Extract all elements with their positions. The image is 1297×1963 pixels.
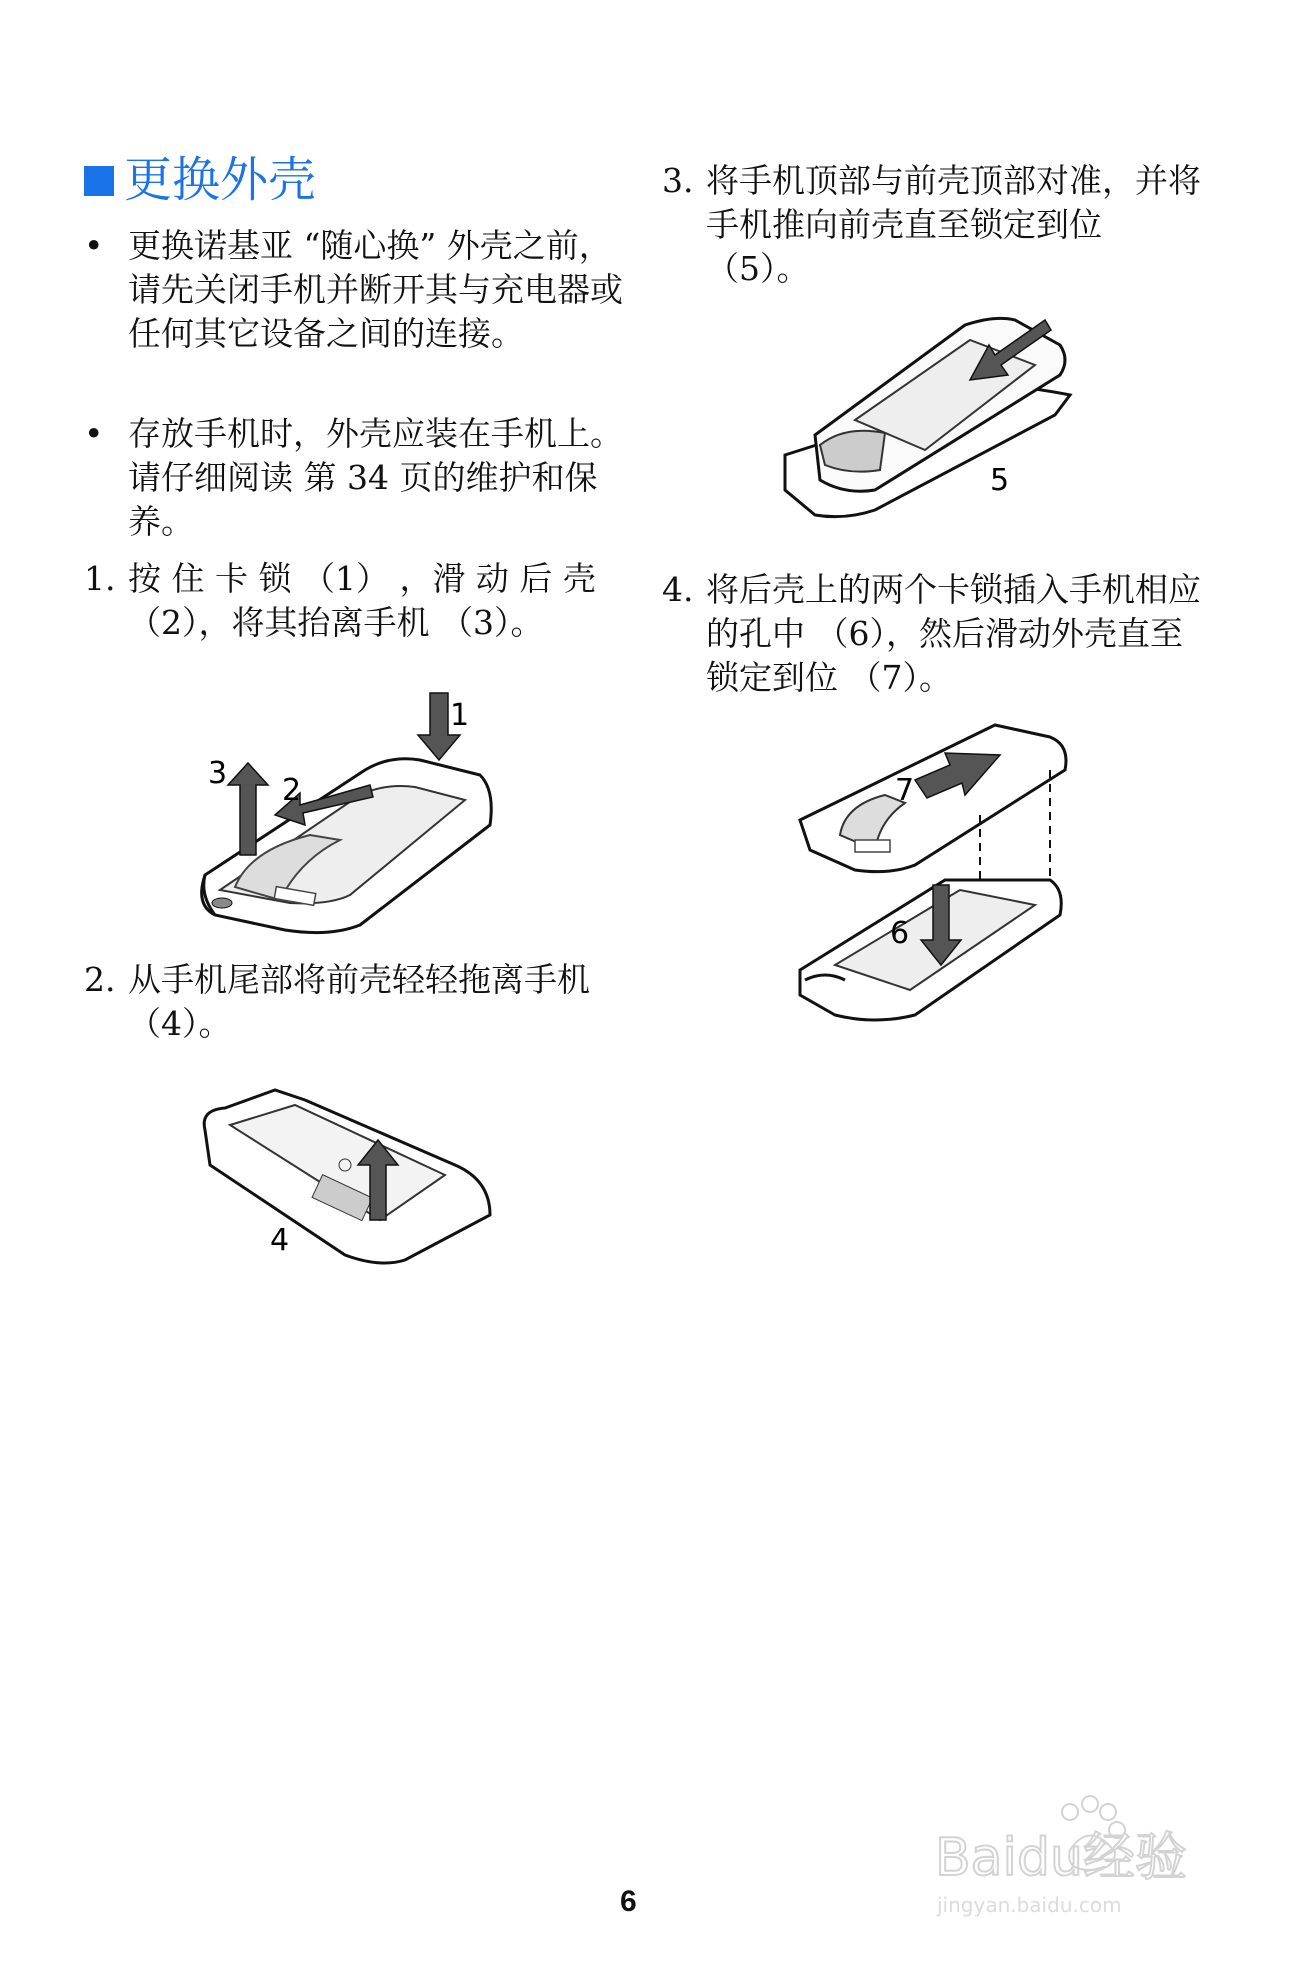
- figure-remove-back-cover: [190, 675, 510, 945]
- bullet-text-1: 更换诺基亚 “随心换” 外壳之前，请先关闭手机并断开其与充电器或任何其它设备之间的连接。: [128, 226, 623, 353]
- bullet-marker: •: [84, 414, 104, 453]
- step-number: 3.: [662, 161, 694, 200]
- page-number: 6: [620, 1885, 637, 1918]
- bullet-text-2: 存放手机时，外壳应装在手机上。请仔细阅读 第 34 页的维护和保养。: [128, 414, 623, 541]
- fig-label-2: 2: [282, 773, 302, 808]
- step-number: 4.: [662, 570, 694, 609]
- section-title: [84, 152, 316, 208]
- figure-attach-back-cover: [795, 715, 1095, 1025]
- fig-label-7: 7: [895, 773, 915, 808]
- baidu-jingyan-watermark: [925, 1790, 1255, 1920]
- fig-label-6: 6: [890, 916, 910, 951]
- step-number: 2.: [84, 960, 116, 999]
- step-text-1: 按 住 卡 锁 （1） ，滑 动 后 壳（2），将其抬离手机 （3）。: [128, 559, 596, 642]
- fig-label-3: 3: [208, 756, 228, 791]
- step-text-3: 将手机顶部与前壳顶部对准，并将手机推向前壳直至锁定到位 （5）。: [706, 161, 1201, 288]
- watermark-brand: Baidu经验: [935, 1828, 1187, 1888]
- step-text-2: 从手机尾部将前壳轻轻拖离手机 （4）。: [128, 960, 590, 1043]
- step-text-4: 将后壳上的两个卡锁插入手机相应的孔中 （6），然后滑动外壳直至锁定到位 （7）。: [706, 570, 1201, 697]
- bullet-marker: •: [84, 226, 104, 265]
- watermark-url: jingyan.baidu.com: [937, 1893, 1122, 1917]
- step-number: 1.: [84, 559, 116, 598]
- fig-label-1: 1: [450, 698, 470, 733]
- title-square-icon: [84, 166, 114, 196]
- figure-attach-front-cover: [775, 305, 1085, 525]
- fig-label-4: 4: [270, 1223, 290, 1258]
- section-title-text: 更换外壳: [124, 152, 317, 208]
- figure-remove-front-cover: [195, 1070, 505, 1270]
- fig-label-5: 5: [990, 463, 1010, 498]
